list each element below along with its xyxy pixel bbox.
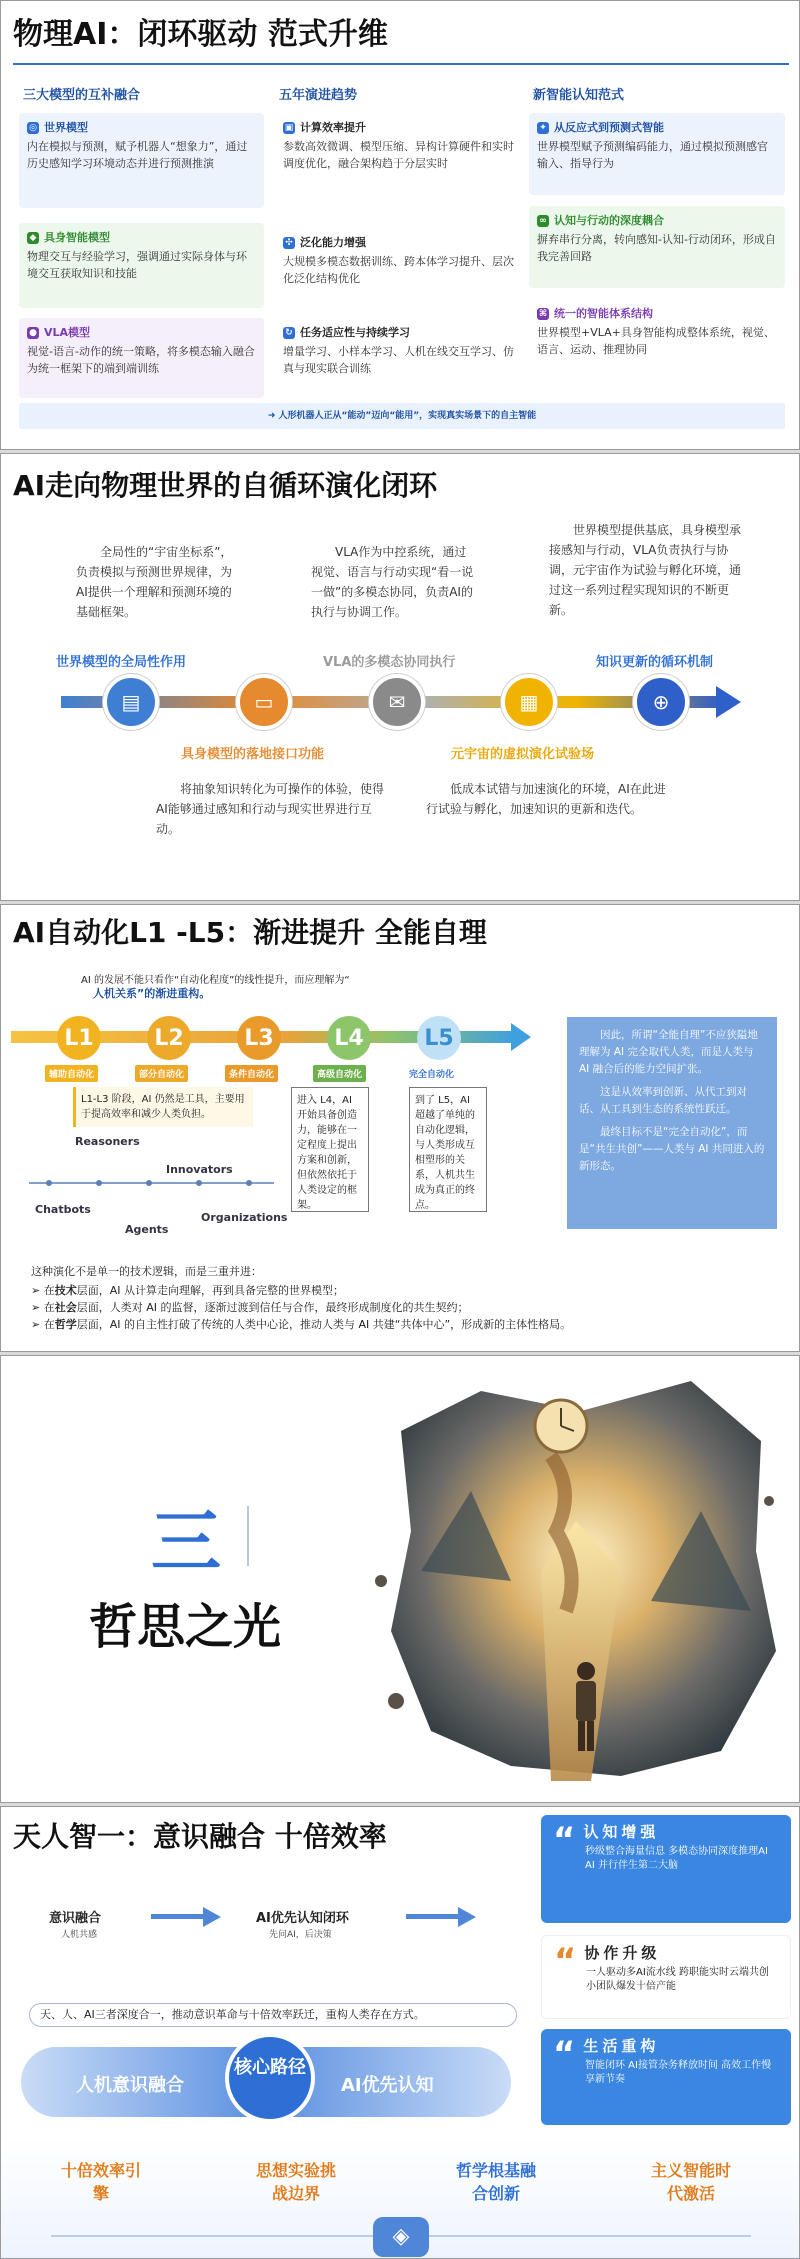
card-text: 内在模拟与预测，赋予机器人“想象力”，通过历史感知学习环境动态并进行预测推演 [27, 140, 248, 170]
bullet-text: 层面，AI 从计算走向理解，再到具备完整的世界模型； [76, 1284, 344, 1297]
bullet-lead: 在 [43, 1301, 55, 1314]
slide-physical-ai [0, 0, 800, 450]
logic-section [31, 1263, 771, 1333]
label-world-model: 世界模型的全局性作用 [56, 655, 187, 670]
card-life [541, 2029, 791, 2125]
text-embodied: 将抽象知识转化为可操作的体验，使得AI能够通过感知和行动与现实世界进行互动。 [156, 782, 385, 836]
card-text: 摒弃串行分离，转向感知-认知-行动闭环，形成自我完善回路 [537, 233, 776, 263]
slide-consciousness-fusion [0, 1806, 800, 2259]
card-text: 世界模型赋予预测编码能力，通过模拟预测感官输入、指导行为 [537, 140, 768, 170]
vla-node-icon: ✉ [369, 674, 425, 730]
bullet-text: 层面，AI 的自主性打破了传统的人类中心论，推动人类与 AI 共建“共体中心”，形成新的主体性格局。 [76, 1318, 572, 1331]
metric-label: 哲学根基融合创新 [456, 2161, 537, 2203]
slide-evolution-loop [0, 453, 800, 901]
card-title: 认知与行动的深度耦合 [554, 214, 664, 227]
card-text: 秒级整合海量信息 多模态协同深度推理AI AI 并行伴生第二大脑 [585, 1846, 768, 1871]
metric-label: 思想实验挑战边界 [256, 2161, 337, 2203]
conclusion-p3: 最终目标不是“完全自动化”，而是“共生共创”——人类与 AI 共同进入的新形态。 [579, 1126, 765, 1172]
level-tag: 高级自动化 [313, 1065, 366, 1082]
quote-icon: “ [553, 2034, 576, 2074]
trend-continual-learning [283, 324, 518, 377]
bullet-text: 层面，人类对 AI 的监督，逐渐过渡到信任与合作，最终形成制度化的共生契约； [76, 1301, 469, 1314]
trend-text: 参数高效微调、模型压缩、异构计算硬件和实时调度优化，融合架构趋于分层实时 [283, 140, 514, 170]
card-text: 物理交互与经验学习，强调通过实际身体与环境交互获取知识和技能 [27, 250, 247, 280]
slide-section-divider [0, 1355, 800, 1803]
arrow-right-icon: ➜ [267, 411, 279, 421]
card-title: 具身智能模型 [44, 231, 110, 244]
globe-icon: ◎ [27, 122, 39, 134]
bullet-bold: 哲学 [54, 1318, 77, 1331]
chip-icon: ▣ [284, 122, 294, 133]
bullet-tech: ➢ 在技术层面，AI 从计算走向理解，再到具备完整的世界模型； [31, 1284, 344, 1297]
card-world-model [19, 113, 264, 208]
card-title: 生活重构 [583, 2037, 660, 2055]
metaverse-node-icon: ▦ [501, 674, 557, 730]
card-text: 智能闭环 AI接管杂务释放时间 高效工作慢享新节奏 [585, 2060, 772, 2085]
card-title: 从反应式到预测式智能 [554, 121, 664, 134]
card-text: 世界模型+VLA+具身智能构成整体系统，视觉、语言、运动、推理协同 [537, 326, 775, 356]
logic-intro: 这种演化不是单一的技术逻辑，而是三重并进： [31, 1265, 262, 1278]
level-badge: L3 [237, 1016, 281, 1060]
structure-icon: ⌘ [538, 308, 548, 319]
level-badge: L5 [417, 1016, 461, 1060]
slide3-title: AI自动化L1 -L5：渐进提升 全能自理 [13, 916, 487, 949]
band-left: 人机意识融合 [76, 2075, 184, 2096]
level-tag: 条件自动化 [225, 1065, 278, 1082]
knowledge-node-icon: ⊕ [633, 674, 689, 730]
bullet-lead: 在 [43, 1284, 55, 1297]
timeline-label: Reasoners [75, 1135, 140, 1148]
timeline-label: Agents [125, 1223, 169, 1236]
card-title: VLA模型 [44, 326, 91, 339]
col3-heading: 新智能认知范式 [533, 88, 625, 103]
card-text: 视觉-语言-动作的统一策略，将多模态输入融合为统一框架下的端到端训练 [27, 345, 255, 375]
card-title: 协作升级 [584, 1944, 661, 1962]
flow-step-title: 意识融合 [49, 1911, 102, 1926]
box-l5: 到了 L5，AI 超越了单纯的自动化逻辑，与人类形成互相塑形的关系，人机共生成为真正的终点。 [409, 1087, 487, 1212]
card-unified [529, 299, 785, 389]
card-embodied-model [19, 223, 264, 308]
card-text: 一人驱动多AI流水线 跨职能实时云端共创 小团队爆发十倍产能 [586, 1967, 769, 1992]
level-badge: L2 [147, 1016, 191, 1060]
flow-arrow-icon [151, 1907, 221, 1927]
intro-line2: 人机关系”的渐进重构。 [93, 987, 211, 1000]
timeline-label: Organizations [201, 1211, 288, 1224]
robot-icon: ◆ [27, 232, 39, 244]
label-vla: VLA的多模态协同执行 [323, 655, 456, 670]
level-badge: L4 [327, 1016, 371, 1060]
bullet-bold: 技术 [54, 1284, 77, 1297]
section-title: 哲思之光 [89, 1599, 282, 1655]
world-model-node-icon: ▤ [103, 674, 159, 730]
timeline-label: Chatbots [35, 1203, 91, 1216]
footer-banner [19, 403, 785, 429]
refresh-icon: ↻ [283, 327, 295, 339]
trend-efficiency [283, 119, 518, 172]
section-divider-line [247, 1506, 249, 1566]
quote-icon: “ [553, 1820, 576, 1860]
card-title: 认知增强 [583, 1823, 660, 1841]
apps-grid-icon: ◈ [373, 2217, 429, 2257]
link-icon: ∞ [537, 215, 549, 227]
card-predictive [529, 113, 785, 195]
box-l4: 进入 L4，AI 开始具备创造力，能够在一定程度上提出方案和创新，但依然依托于人类设定的框架。 [291, 1087, 369, 1212]
trend-title: 任务适应性与持续学习 [300, 326, 410, 339]
slide1-title: 物理AI：闭环驱动 范式升维 [13, 17, 388, 52]
level-tag: 完全自动化 [405, 1065, 458, 1082]
timeline-label: Innovators [166, 1163, 233, 1176]
conclusion-p2: 这是从效率到创新、从代工到对话、从工具到生态的系统性跃迁。 [579, 1086, 747, 1115]
bullet-bold: 社会 [54, 1301, 77, 1314]
summary-pill: 天、人、AI三者深度合一，推动意识革命与十倍效率跃迁，重构人类存在方式。 [29, 2003, 517, 2027]
card-vla-model [19, 318, 264, 398]
label-metaverse: 元宇宙的虚拟演化试验场 [451, 747, 595, 762]
footer-text: 人形机器人正从“能动”迈向“能用”，实现真实场景下的自主智能 [278, 411, 537, 421]
conclusion-p1: 因此，所谓“全能自理”不应狭隘地理解为 AI 完全取代人类，而是人类与 AI 融合后的能力空间扩张。 [579, 1029, 758, 1075]
illustration-image [361, 1371, 781, 1791]
core-path-circle: 核心路径 [225, 2033, 315, 2123]
label-embodied: 具身模型的落地接口功能 [181, 747, 325, 762]
flow-step-sub: 人机共感 [61, 1930, 98, 1940]
card-title: 统一的智能体系结构 [554, 307, 653, 320]
card-coupling [529, 206, 785, 288]
text-vla: VLA作为中控系统，通过视觉、语言与行动实现“看一说一做”的多模态协同，负责AI的执行与协调工作。 [311, 545, 474, 619]
network-icon: ✣ [283, 237, 295, 249]
note-l1-l3: L1-L3 阶段，AI 仍然是工具，主要用于提高效率和减少人类负担。 [73, 1087, 253, 1127]
level-badge: L1 [57, 1016, 101, 1060]
conclusion-panel [567, 1017, 777, 1229]
slide2-title: AI走向物理世界的自循环演化闭环 [13, 469, 438, 502]
col1-heading: 三大模型的互补融合 [23, 88, 141, 103]
bullet-society: ➢ 在社会层面，人类对 AI 的监督，逐渐过渡到信任与合作，最终形成制度化的共生契约； [31, 1301, 469, 1314]
band-right: AI优先认知 [341, 2075, 434, 2096]
trend-title: 计算效率提升 [300, 121, 366, 134]
bullet-philosophy: ➢ 在哲学层面，AI 的自主性打破了传统的人类中心论，推动人类与 AI 共建“共体中心”，形成新的主体性格局。 [31, 1318, 572, 1331]
card-title: 世界模型 [44, 121, 88, 134]
text-metaverse: 低成本试错与加速演化的环境，AI在此进行试验与孵化，加速知识的更新和迭代。 [426, 782, 666, 816]
metric-label: 主义智能时代激活 [651, 2161, 732, 2203]
card-collaboration [541, 1935, 791, 2019]
embodied-node-icon: ▭ [236, 674, 292, 730]
trend-text: 大规模多模态数据训练、跨本体学习提升、层次化泛化结构优化 [283, 255, 514, 285]
bullet-lead: 在 [43, 1318, 55, 1331]
label-knowledge: 知识更新的循环机制 [596, 655, 714, 670]
flow-step-sub: 先问AI，后决策 [269, 1930, 332, 1940]
intro-line1: AI 的发展不能只看作“自动化程度”的线性提升，而应理解为“ [81, 975, 350, 986]
level-tag: 辅助自动化 [45, 1065, 98, 1082]
trend-title: 泛化能力增强 [300, 236, 366, 249]
level-tag: 部分自动化 [135, 1065, 188, 1082]
eye-icon: ● [27, 327, 39, 339]
slide-automation-levels [0, 904, 800, 1352]
col2-heading: 五年演进趋势 [279, 88, 358, 103]
metric-label: 十倍效率引擎 [61, 2161, 142, 2203]
trend-text: 增量学习、小样本学习、人机在线交互学习、仿真与现实联合训练 [283, 345, 514, 375]
section-number: 三 [151, 1501, 221, 1583]
slide5-title: 天人智一：意识融合 十倍效率 [13, 1820, 387, 1853]
lightbulb-icon: ✦ [537, 122, 549, 134]
title-divider [13, 63, 789, 65]
text-knowledge: 世界模型提供基底，具身模型承接感知与行动，VLA负责执行与协调，元宇宙作为试验与孵化环境，通过这一系列过程实现知识的不断更新。 [549, 523, 742, 617]
quote-icon: “ [554, 1941, 577, 1981]
card-cognition [541, 1815, 791, 1923]
trend-generalization [283, 234, 518, 287]
flow-step-title: AI优先认知闭环 [256, 1911, 349, 1926]
flow-arrow-icon [406, 1907, 476, 1927]
text-world-model: 全局性的“宇宙坐标系”，负责模拟与预测世界规律，为AI提供一个理解和预测环境的基础框架。 [76, 545, 233, 619]
